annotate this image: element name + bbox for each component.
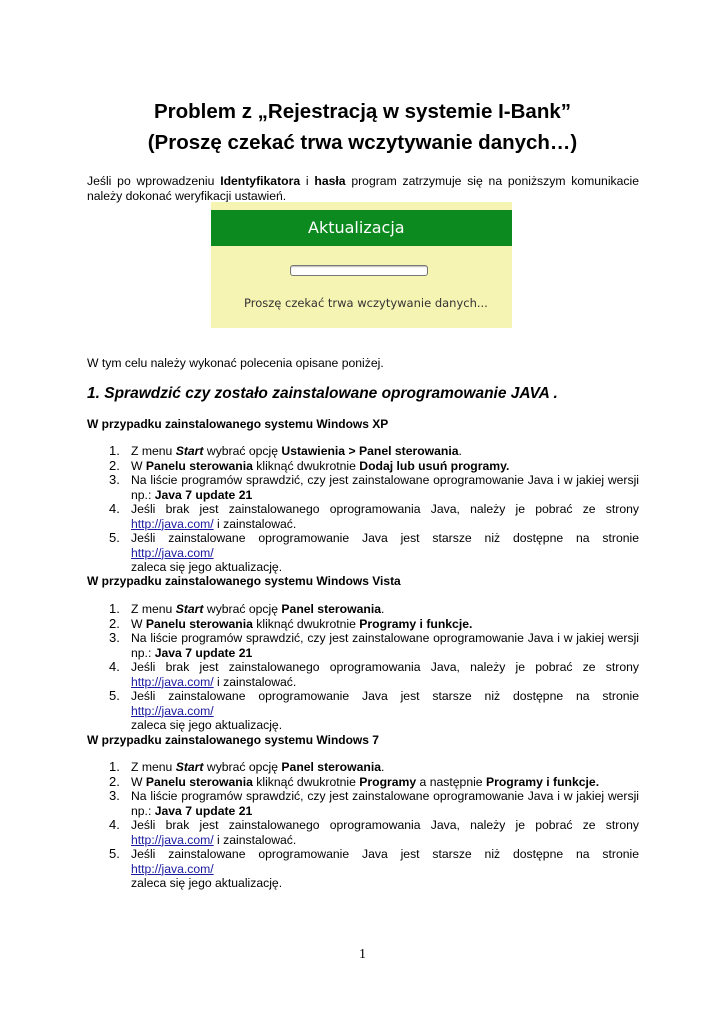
list-number: 2. [109, 615, 120, 631]
step-text: . [380, 602, 385, 616]
list-item [87, 459, 639, 474]
subsection-heading-vista: W przypadku zainstalowanego systemu Windows Vista [87, 574, 401, 588]
intro-bold-haslo: hasła [314, 174, 346, 188]
step-text: kliknąć dwukrotnie [252, 774, 360, 789]
list-item [87, 473, 639, 502]
list-item [87, 689, 639, 733]
step-text: np.: [131, 645, 155, 660]
list-number: 1. [109, 601, 120, 616]
step-text: wybrać opcję [203, 760, 282, 774]
intro-text: i [300, 174, 315, 188]
subsection-heading-win7: W przypadku zainstalowanego systemu Windows 7 [87, 733, 379, 747]
list-item [87, 531, 639, 575]
list-number: 1. [109, 759, 120, 774]
step-text: Na liście programów sprawdzić, czy jest zainstalowane oprogramowanie Java i w jakiej wersji [131, 631, 639, 645]
list-item [87, 818, 639, 847]
list-item [87, 775, 639, 790]
panel-label: Panelu sterowania [145, 458, 253, 473]
panel-label: Panelu sterowania [145, 616, 253, 631]
list-number: 1. [109, 443, 120, 458]
step-text: Na liście programów sprawdzić, czy jest zainstalowane oprogramowanie Java i w jakiej wersji [131, 789, 639, 803]
java-version: Java 7 update 21 [154, 803, 253, 818]
step-text: np.: [131, 487, 155, 502]
step-text: Jeśli brak jest zainstalowanego oprogramowania Java, należy je pobrać ze strony [131, 502, 639, 516]
java-version: Java 7 update 21 [154, 487, 253, 502]
list-number: 5. [109, 530, 120, 545]
screenshot-message: Proszę czekać trwa wczytywanie danych... [244, 296, 488, 310]
list-number: 3. [109, 788, 120, 803]
start-label: Start [175, 760, 204, 774]
step-text: Jeśli zainstalowane oprogramowanie Java jest starsze niż dostępne na stronie [131, 689, 639, 703]
list-number: 4. [109, 659, 120, 674]
java-link[interactable]: http://java.com/ [131, 832, 214, 847]
menu-option: Ustawienia > Panel sterowania [281, 444, 459, 458]
page-number: 1 [359, 947, 366, 962]
step-text: a następnie [416, 774, 486, 789]
page-subtitle: (Proszę czekać trwa wczytywanie danych…) [147, 131, 578, 154]
intro-text-line2: należy dokonać weryfikacji ustawień. [87, 188, 287, 203]
step-text: . [458, 444, 462, 458]
step-text: Jeśli zainstalowane oprogramowanie Java jest starsze niż dostępne na stronie [131, 847, 639, 861]
step-text: Z menu [131, 602, 176, 616]
page-title: Problem z „Rejestracją w systemie I-Bank” [153, 100, 571, 123]
instructions-paragraph: W tym celu należy wykonać polecenia opisane poniżej. [87, 356, 384, 370]
menu-option: Panel sterowania [281, 760, 381, 774]
list-item [87, 847, 639, 891]
step-text: i zainstalować. [213, 516, 297, 531]
step-text: np.: [131, 803, 155, 818]
step-text: zaleca się jego aktualizację. [131, 718, 283, 732]
steps-list-win7 [87, 760, 639, 891]
update-screenshot [211, 202, 512, 328]
panel-label: Panelu sterowania [145, 774, 253, 789]
step-text: Jeśli brak jest zainstalowanego oprogramowania Java, należy je pobrać ze strony [131, 818, 639, 832]
java-link[interactable]: http://java.com/ [131, 861, 214, 876]
step-text: Z menu [131, 444, 176, 458]
target-label: Programy [359, 774, 417, 789]
intro-text: program zatrzymuje się na poniższym komunikacie [345, 174, 639, 188]
list-item [87, 602, 639, 617]
subsection-heading-xp: W przypadku zainstalowanego systemu Windows XP [87, 417, 389, 431]
java-link[interactable]: http://java.com/ [131, 674, 214, 689]
list-number: 5. [109, 688, 120, 703]
step-text: W [131, 458, 146, 473]
list-number: 4. [109, 501, 120, 516]
step-text: Jeśli zainstalowane oprogramowanie Java jest starsze niż dostępne na stronie [131, 531, 639, 545]
java-link[interactable]: http://java.com/ [131, 545, 214, 560]
steps-list-vista [87, 602, 639, 733]
step-text: i zainstalować. [213, 832, 297, 847]
steps-list-xp [87, 444, 639, 575]
step-text: kliknąć dwukrotnie [252, 616, 360, 631]
step-text: wybrać opcję [203, 444, 282, 458]
list-item [87, 617, 639, 632]
intro-paragraph [87, 174, 639, 203]
step-text: i zainstalować. [213, 674, 297, 689]
list-number: 2. [109, 457, 120, 473]
list-number: 3. [109, 472, 120, 487]
list-number: 5. [109, 846, 120, 861]
list-number: 3. [109, 630, 120, 645]
java-version: Java 7 update 21 [154, 645, 253, 660]
screenshot-header: Aktualizacja [211, 210, 512, 246]
java-link[interactable]: http://java.com/ [131, 703, 214, 718]
list-item [87, 660, 639, 689]
step-text: zaleca się jego aktualizację. [131, 876, 283, 890]
menu-option: Panel sterowania [281, 602, 381, 616]
target-label: Programy i funkcje. [359, 616, 473, 631]
step-text: Z menu [131, 760, 176, 774]
section-heading: 1. Sprawdzić czy zostało zainstalowane oprogramowanie JAVA . [87, 385, 558, 402]
step-text: wybrać opcję [203, 602, 282, 616]
step-text: zaleca się jego aktualizację. [131, 560, 283, 574]
step-text: W [131, 616, 146, 631]
step-text: kliknąć dwukrotnie [252, 458, 360, 473]
list-item [87, 631, 639, 660]
step-text: Jeśli brak jest zainstalowanego oprogramowania Java, należy je pobrać ze strony [131, 660, 639, 674]
list-number: 4. [109, 817, 120, 832]
list-item [87, 789, 639, 818]
java-link[interactable]: http://java.com/ [131, 516, 214, 531]
start-label: Start [175, 602, 204, 616]
list-item [87, 760, 639, 775]
step-text: W [131, 774, 146, 789]
step-text: . [380, 760, 385, 774]
list-item [87, 502, 639, 531]
target-label: Programy i funkcje. [485, 774, 600, 789]
intro-bold-identyfikator: Identyfikatora [220, 174, 301, 188]
step-text: Na liście programów sprawdzić, czy jest zainstalowane oprogramowanie Java i w jakiej wersji [131, 473, 639, 487]
progress-bar [290, 265, 428, 276]
intro-text: Jeśli po wprowadzeniu [87, 174, 221, 188]
target-label: Dodaj lub usuń programy. [359, 458, 510, 473]
list-item [87, 444, 639, 459]
start-label: Start [175, 444, 204, 458]
list-number: 2. [109, 773, 120, 789]
